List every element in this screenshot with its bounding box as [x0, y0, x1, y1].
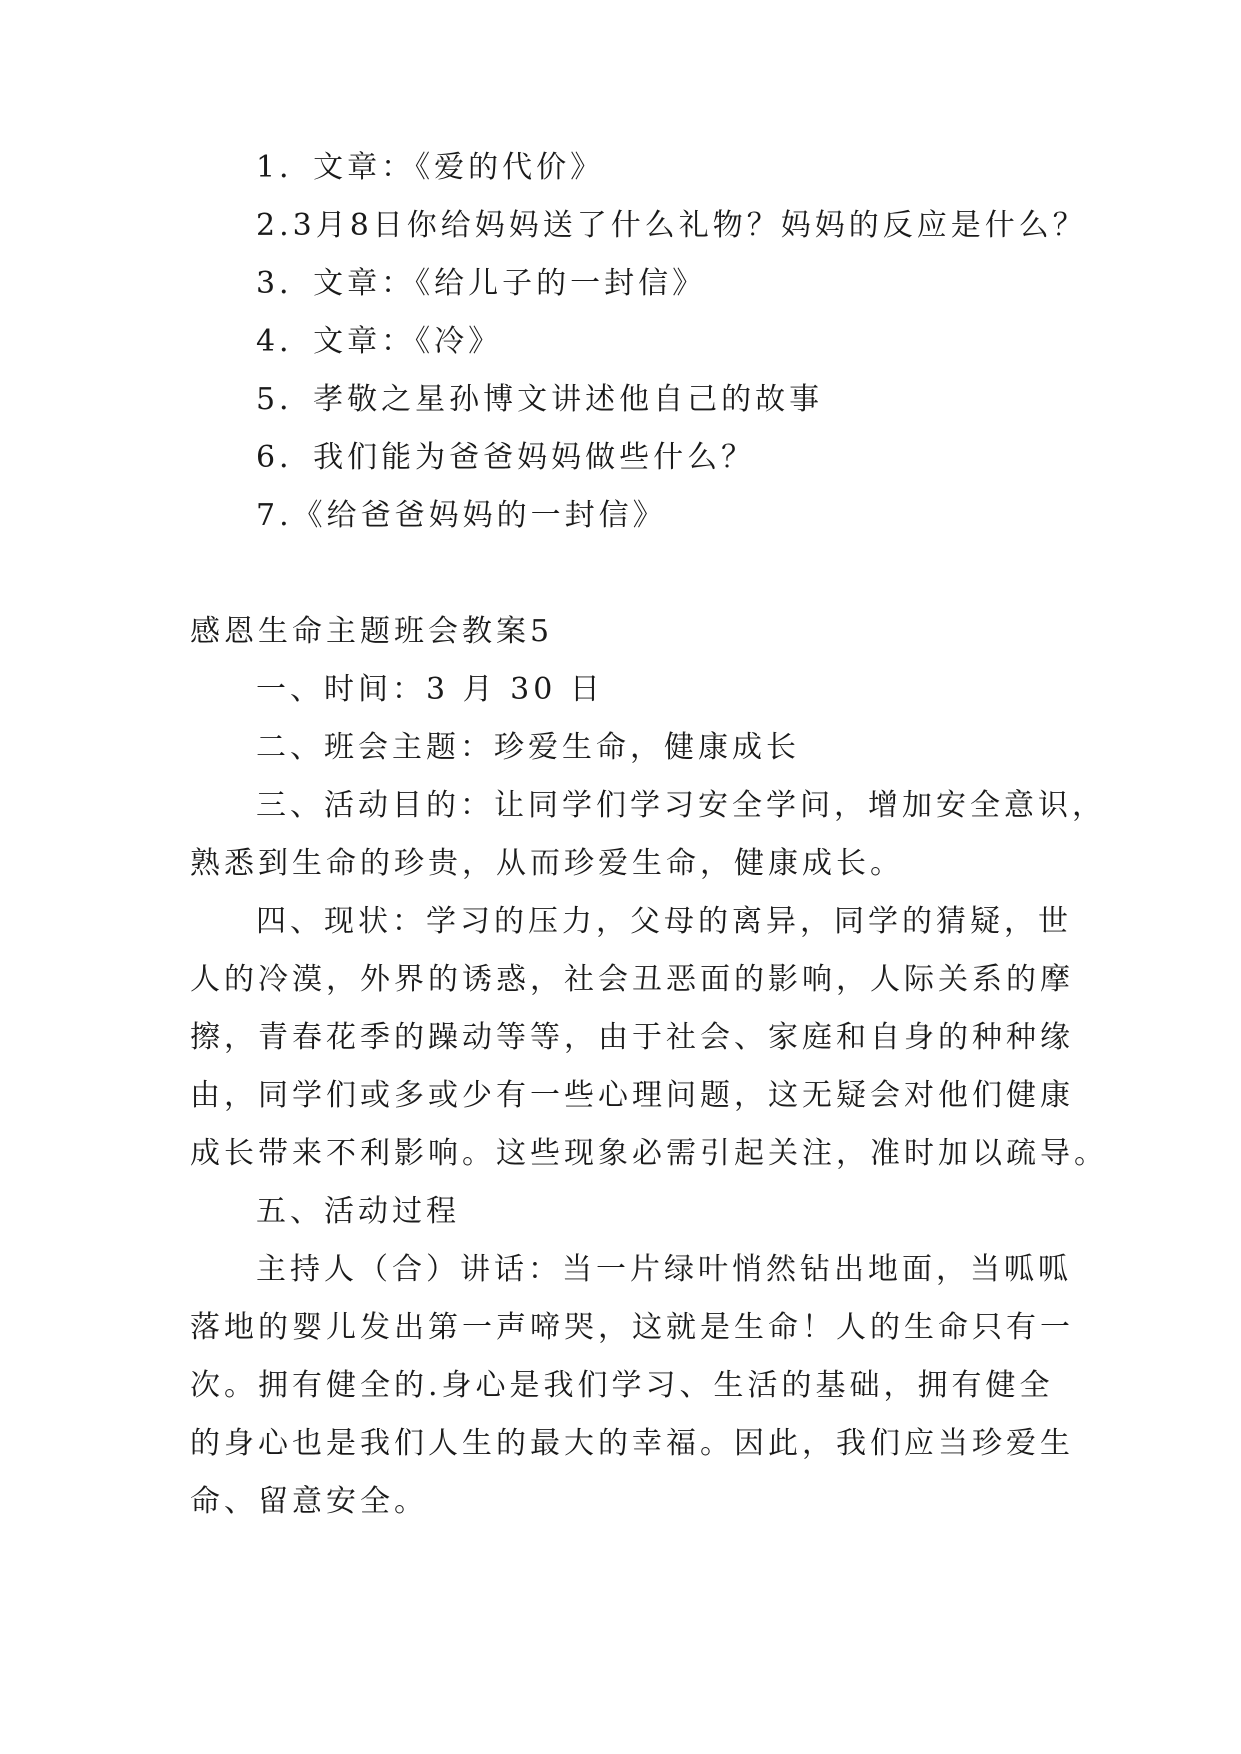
paragraph-purpose-line: 熟悉到生命的珍贵，从而珍爱生命，健康成长。	[190, 846, 904, 881]
list-item: 4．文章：《冷》	[256, 324, 503, 359]
paragraph-theme: 二、班会主题：珍爱生命，健康成长	[256, 730, 800, 765]
list-item: 2.3月8日你给妈妈送了什么礼物？妈妈的反应是什么？	[256, 208, 1087, 243]
paragraph-status-line: 擦，青春花季的躁动等等，由于社会、家庭和自身的种种缘	[190, 1020, 1074, 1055]
list-item: 3．文章：《给儿子的一封信》	[256, 266, 707, 301]
paragraph-host-line: 主持人（合）讲话：当一片绿叶悄然钻出地面，当呱呱	[256, 1252, 1072, 1287]
list-item: 6．我们能为爸爸妈妈做些什么？	[256, 440, 756, 475]
paragraph-status-line: 四、现状：学习的压力，父母的离异，同学的猜疑，世	[256, 904, 1072, 939]
paragraph-time: 一、时间：3 月 30 日	[256, 672, 604, 707]
paragraph-process: 五、活动过程	[256, 1194, 460, 1229]
paragraph-status-line: 人的冷漠，外界的诱惑，社会丑恶面的影响，人际关系的摩	[190, 962, 1074, 997]
section-title: 感恩生命主题班会教案5	[190, 614, 554, 649]
list-item: 7.《给爸爸妈妈的一封信》	[256, 498, 667, 533]
paragraph-host-line: 的身心也是我们人生的最大的幸福。因此，我们应当珍爱生	[190, 1426, 1074, 1461]
list-item: 5．孝敬之星孙博文讲述他自己的故事	[256, 382, 824, 417]
paragraph-host-line: 次。拥有健全的.身心是我们学习、生活的基础，拥有健全	[190, 1368, 1054, 1403]
paragraph-status-line: 由，同学们或多或少有一些心理问题，这无疑会对他们健康	[190, 1078, 1074, 1113]
paragraph-purpose-line: 三、活动目的：让同学们学习安全学问，增加安全意识，	[256, 788, 1106, 823]
paragraph-status-line: 成长带来不利影响。这些现象必需引起关注，准时加以疏导。	[190, 1136, 1108, 1171]
paragraph-host-line: 落地的婴儿发出第一声啼哭，这就是生命！人的生命只有一	[190, 1310, 1074, 1345]
paragraph-host-line: 命、留意安全。	[190, 1484, 428, 1519]
list-item: 1．文章：《爱的代价》	[256, 150, 605, 185]
